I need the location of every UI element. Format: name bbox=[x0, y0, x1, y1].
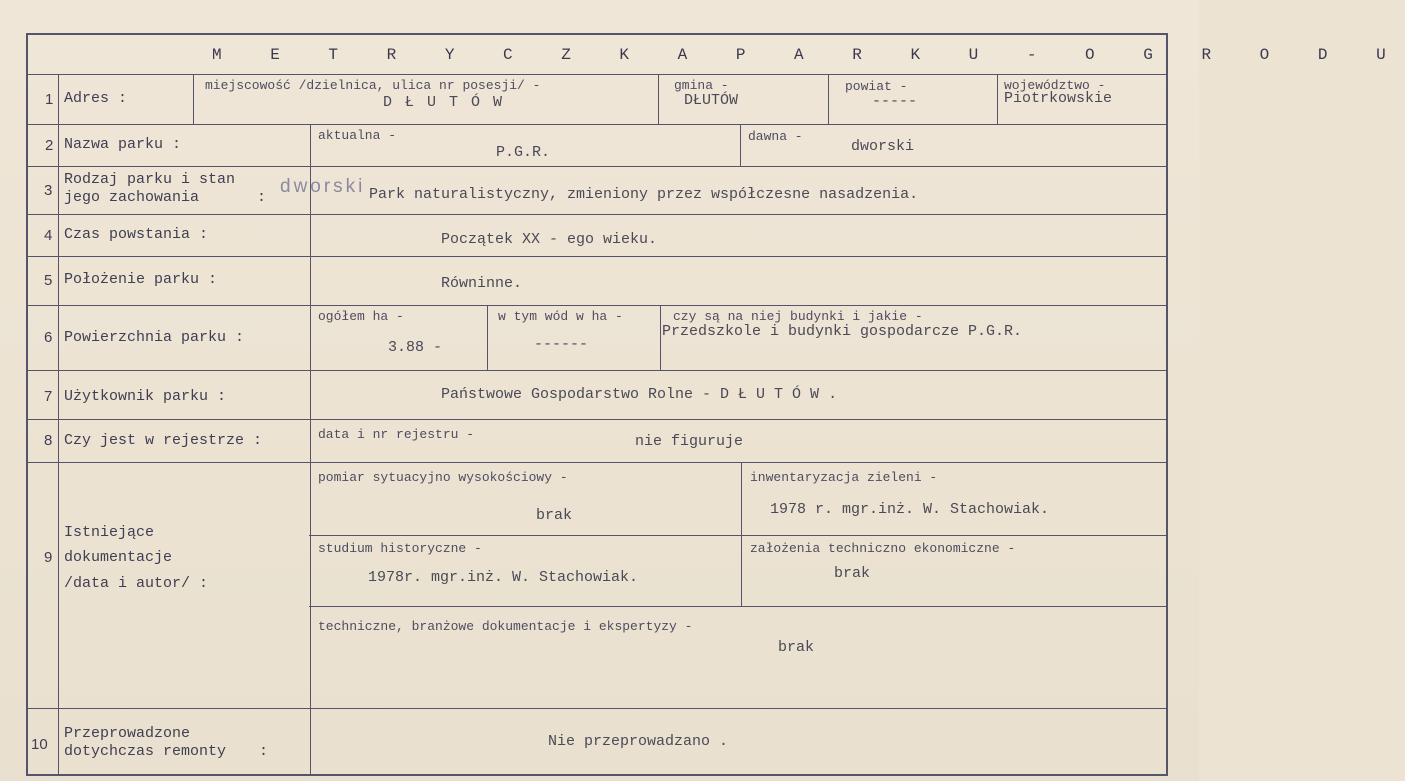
technical-docs-label: techniczne, branżowe dokumentacje i ekspertyzy - bbox=[318, 619, 693, 634]
survey-value: brak bbox=[536, 507, 573, 524]
former-name-value: dworski bbox=[851, 138, 915, 155]
park-type-value: Park naturalistyczny, zmieniony przez współczesne nasadzenia. bbox=[369, 186, 919, 203]
renovations-label: Przeprowadzone bbox=[64, 725, 191, 742]
row-divider bbox=[26, 256, 1168, 257]
technical-assumptions-label: założenia techniczno ekonomiczne - bbox=[750, 541, 1016, 556]
number-column-line bbox=[58, 74, 59, 776]
buildings-label: czy są na niej budynki i jakie - bbox=[673, 309, 923, 324]
current-name-label: aktualna - bbox=[318, 128, 397, 143]
historical-study-value: 1978r. mgr.inż. W. Stachowiak. bbox=[368, 569, 639, 586]
park-type-colon: : bbox=[257, 189, 267, 206]
commune-label: gmina - bbox=[674, 78, 729, 93]
cell-divider bbox=[658, 74, 659, 124]
voivodeship-label: województwo - bbox=[1004, 78, 1106, 93]
cell-divider bbox=[193, 74, 194, 124]
park-type-label: jego zachowania bbox=[64, 189, 200, 206]
total-area-label: ogółem ha - bbox=[318, 309, 404, 324]
row-number: 3 bbox=[44, 182, 53, 199]
row-divider bbox=[26, 166, 1168, 167]
row-divider bbox=[26, 419, 1168, 420]
cell-divider bbox=[741, 462, 742, 606]
location-value: Równinne. bbox=[441, 275, 523, 292]
area-label: Powierzchnia parku : bbox=[64, 329, 245, 346]
user-label: Użytkownik parku : bbox=[64, 388, 227, 405]
cell-divider bbox=[828, 74, 829, 124]
greenery-inventory-value: 1978 r. mgr.inż. W. Stachowiak. bbox=[770, 501, 1050, 518]
row-number: 8 bbox=[44, 432, 53, 449]
registry-value: nie figuruje bbox=[635, 433, 744, 450]
label-column-line bbox=[310, 124, 311, 776]
water-area-value: ------ bbox=[534, 336, 589, 353]
row-divider bbox=[26, 462, 1168, 463]
historical-study-label: studium historyczne - bbox=[318, 541, 482, 556]
registry-label: Czy jest w rejestrze : bbox=[64, 432, 263, 449]
user-value: Państwowe Gospodarstwo Rolne - D Ł U T Ó W . bbox=[441, 386, 838, 403]
row-divider bbox=[26, 124, 1168, 125]
greenery-inventory-label: inwentaryzacja zieleni - bbox=[750, 470, 938, 485]
park-name-label: Nazwa parku : bbox=[64, 136, 182, 153]
locality-label: miejscowość /dzielnica, ulica nr posesji/ - bbox=[205, 78, 541, 93]
renovations-label: dotychczas remonty bbox=[64, 743, 227, 760]
technical-assumptions-value: brak bbox=[834, 565, 871, 582]
form-title: M E T R Y C Z K A P A R K U - O G R O D U bbox=[212, 46, 1405, 64]
row-divider bbox=[26, 305, 1168, 306]
locality-value: D Ł U T Ó W bbox=[383, 94, 505, 111]
commune-value: DŁUTÓW bbox=[684, 92, 739, 109]
documentation-label: dokumentacje bbox=[64, 549, 173, 566]
water-area-label: w tym wód w ha - bbox=[498, 309, 623, 324]
total-area-value: 3.88 - bbox=[388, 339, 443, 356]
row-number: 5 bbox=[44, 272, 53, 289]
renovations-colon: : bbox=[259, 743, 269, 760]
row-divider bbox=[26, 214, 1168, 215]
cell-divider bbox=[309, 535, 1168, 536]
row-number: 6 bbox=[44, 329, 53, 346]
creation-time-label: Czas powstania : bbox=[64, 226, 209, 243]
row-number: 2 bbox=[45, 137, 54, 154]
row-number: 9 bbox=[44, 549, 53, 566]
voivodeship-value: Piotrkowskie bbox=[1004, 90, 1113, 107]
cell-divider bbox=[487, 305, 488, 370]
documentation-label: Istniejące bbox=[64, 524, 155, 541]
row-divider bbox=[26, 708, 1168, 709]
row-number: 4 bbox=[44, 227, 53, 244]
cell-divider bbox=[309, 606, 1168, 607]
address-label: Adres : bbox=[64, 90, 128, 107]
county-value: ----- bbox=[872, 93, 918, 110]
former-name-label: dawna - bbox=[748, 129, 803, 144]
row-number: 1 bbox=[45, 91, 54, 108]
row-number: 7 bbox=[44, 388, 53, 405]
creation-time-value: Początek XX - ego wieku. bbox=[441, 231, 658, 248]
current-name-value: P.G.R. bbox=[496, 144, 551, 161]
county-label: powiat - bbox=[845, 79, 908, 94]
park-type-label: Rodzaj parku i stan bbox=[64, 171, 236, 188]
cell-divider bbox=[997, 74, 998, 124]
handwritten-note: dworski bbox=[280, 176, 366, 197]
survey-label: pomiar sytuacyjno wysokościowy - bbox=[318, 470, 568, 485]
technical-docs-value: brak bbox=[778, 639, 815, 656]
documentation-label: /data i autor/ : bbox=[64, 575, 209, 592]
renovations-value: Nie przeprowadzano . bbox=[548, 733, 729, 750]
row-number: 10 bbox=[31, 736, 48, 753]
cell-divider bbox=[740, 124, 741, 166]
cell-divider bbox=[660, 305, 661, 370]
buildings-value: Przedszkole i budynki gospodarcze P.G.R. bbox=[662, 323, 1023, 340]
row-divider bbox=[26, 370, 1168, 371]
location-label: Położenie parku : bbox=[64, 271, 218, 288]
registry-sublabel: data i nr rejestru - bbox=[318, 427, 475, 442]
